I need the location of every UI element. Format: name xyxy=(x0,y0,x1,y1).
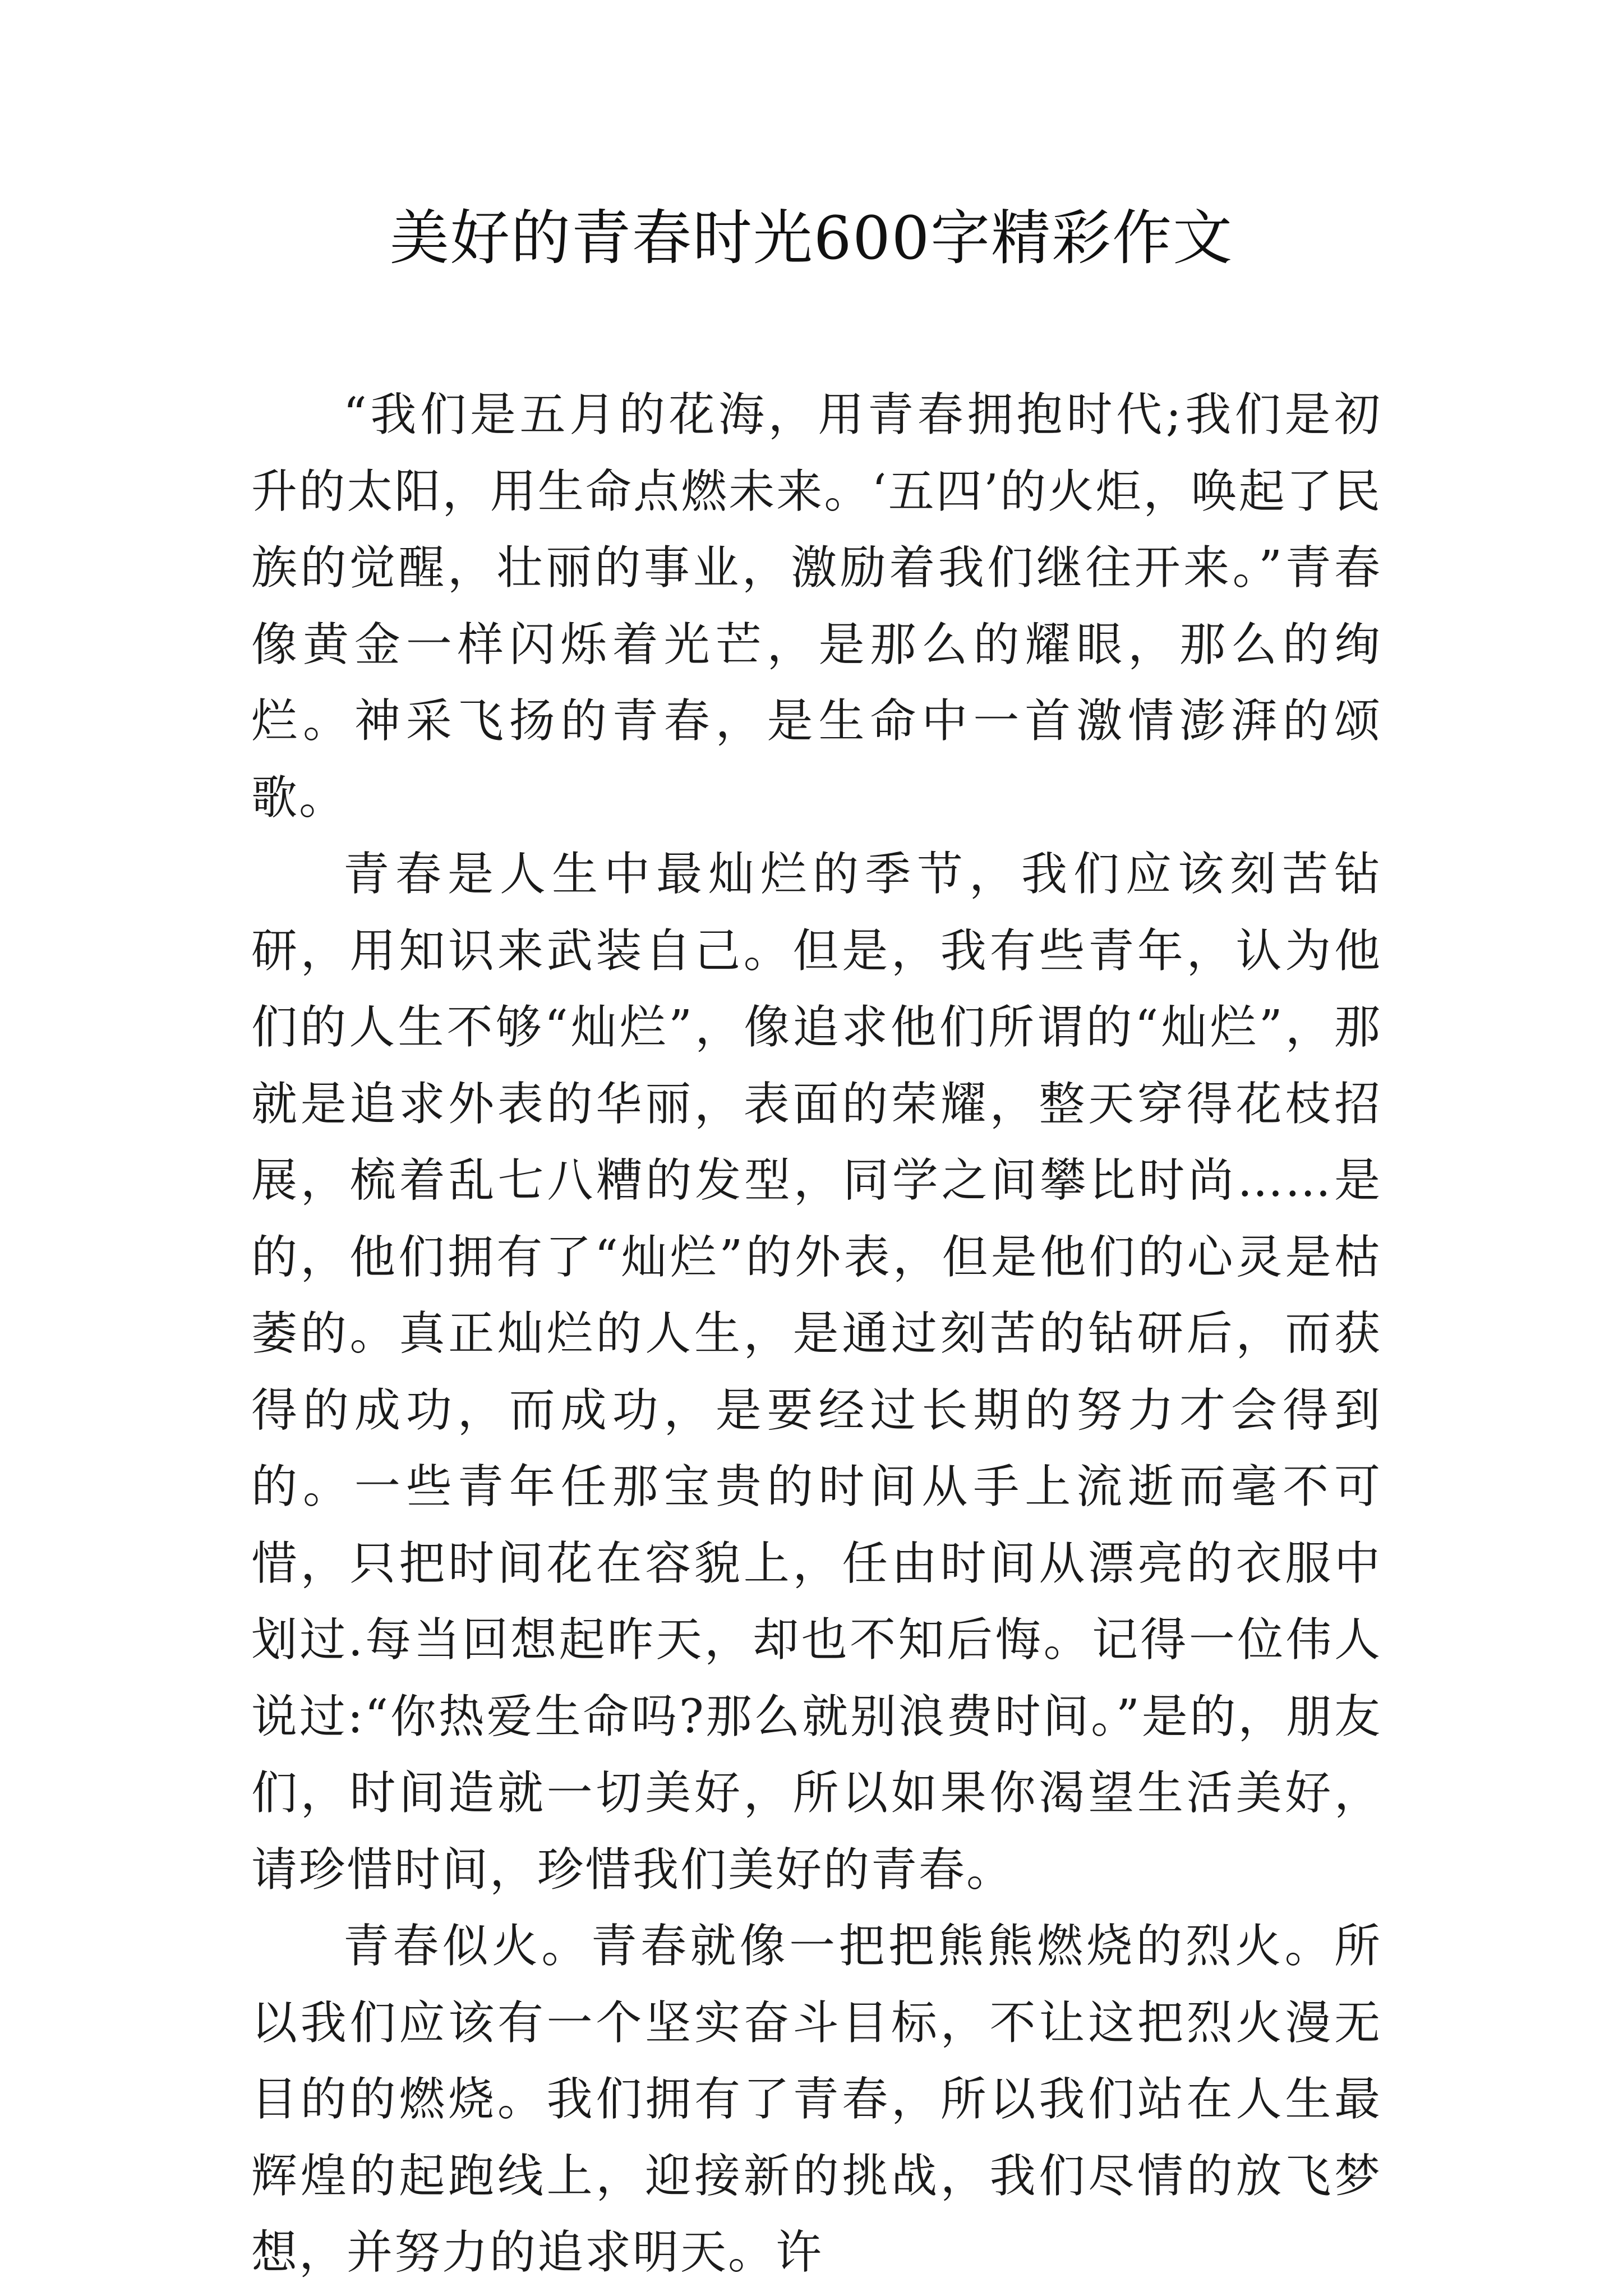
paragraph-1: “我们是五月的花海，用青春拥抱时代;我们是初升的太阳，用生命点燃未来。‘五四’的火炬，唤起了民族的觉醒，壮丽的事业，激励着我们继往开来。”青春像黄金一样闪烁着光芒，是那么的耀眼，那么的绚烂。神采飞扬的青春，是生命中一首激情澎湃的颂歌。 xyxy=(251,388,1382,825)
document-body xyxy=(251,377,1382,2292)
paragraph-2: 青春是人生中最灿烂的季节，我们应该刻苦钻研，用知识来武装自己。但是，我有些青年，认为他们的人生不够“灿烂”，像追求他们所谓的“灿烂”，那就是追求外表的华丽，表面的荣耀，整天穿得花枝招展，梳着乱七八糟的发型，同学之间攀比时尚……是的，他们拥有了“灿烂”的外表，但是他们的心灵是枯萎的。真正灿烂的人生，是通过刻苦的钻研后，而获得的成功，而成功，是要经过长期的努力才会得到的。一些青年任那宝贵的时间从手上流逝而毫不可惜，只把时间花在容貌上，任由时间从漂亮的衣服中划过.每当回想起昨天，却也不知后悔。记得一位伟人说过:“你热爱生命吗?那么就别浪费时间。”是的，朋友们，时间造就一切美好，所以如果你渴望生活美好，请珍惜时间，珍惜我们美好的青春。 xyxy=(251,848,1382,1897)
document-title: 美好的青春时光600字精彩作文 xyxy=(389,204,1234,273)
paragraph-3: 青春似火。青春就像一把把熊熊燃烧的烈火。所以我们应该有一个坚实奋斗目标，不让这把烈火漫无目的的燃烧。我们拥有了青春，所以我们站在人生最辉煌的起跑线上，迎接新的挑战，我们尽情的放飞梦想，并努力的追求明天。许 xyxy=(251,1920,1382,2279)
